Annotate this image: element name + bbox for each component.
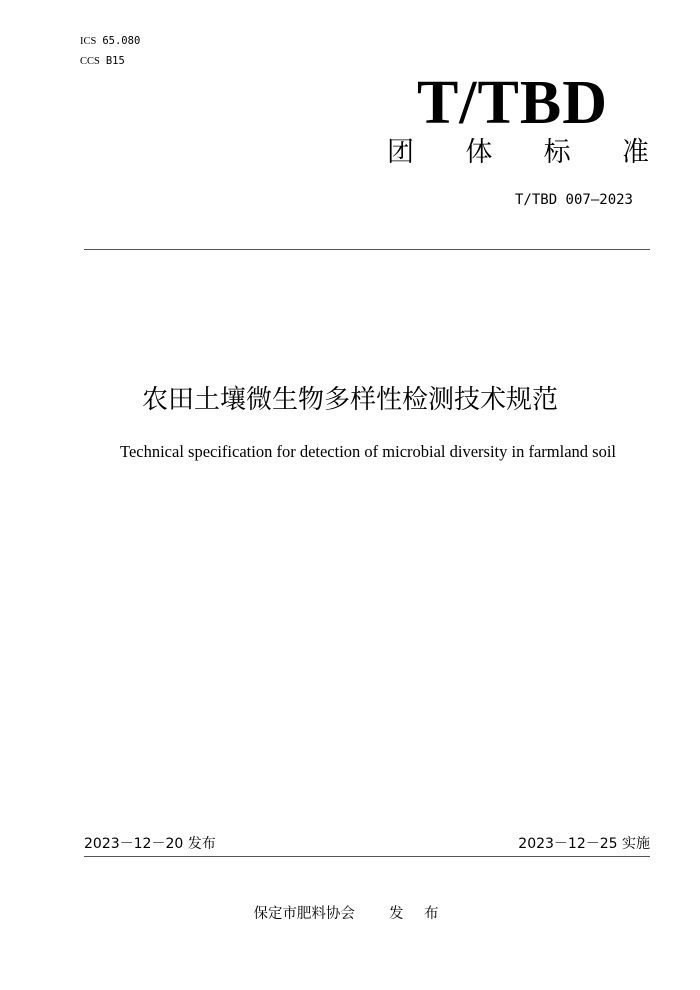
ccs-label: CCS: [80, 56, 100, 67]
ics-value: 65.080: [102, 35, 141, 47]
standard-type-char: 体: [465, 137, 493, 168]
ccs-code: [80, 55, 125, 68]
publisher-organization: 保定市肥料协会: [253, 906, 355, 922]
standard-type-char: 准: [621, 137, 649, 168]
standard-logo: T/TBD: [416, 69, 608, 137]
ics-code: [80, 35, 140, 48]
bottom-divider: [84, 856, 650, 857]
title-chinese: 农田土壤微生物多样性检测技术规范: [141, 385, 558, 415]
standard-type: [387, 136, 649, 170]
issue-date: 2023－12－20 发布: [84, 836, 216, 852]
standard-type-char: 标: [543, 137, 571, 168]
ccs-value: B15: [105, 55, 125, 67]
standard-type-char: 团: [387, 137, 414, 168]
top-divider: [84, 249, 650, 250]
publisher-line: [0, 904, 700, 924]
standard-number: T/TBD 007—2023: [514, 192, 633, 208]
implementation-date: 2023－12－25 实施: [518, 836, 650, 852]
publisher-action: 发 布: [388, 906, 447, 922]
title-english: Technical specification for detection of microbial diversity in farmland soil: [120, 442, 616, 461]
ics-label: ICS: [80, 36, 97, 47]
